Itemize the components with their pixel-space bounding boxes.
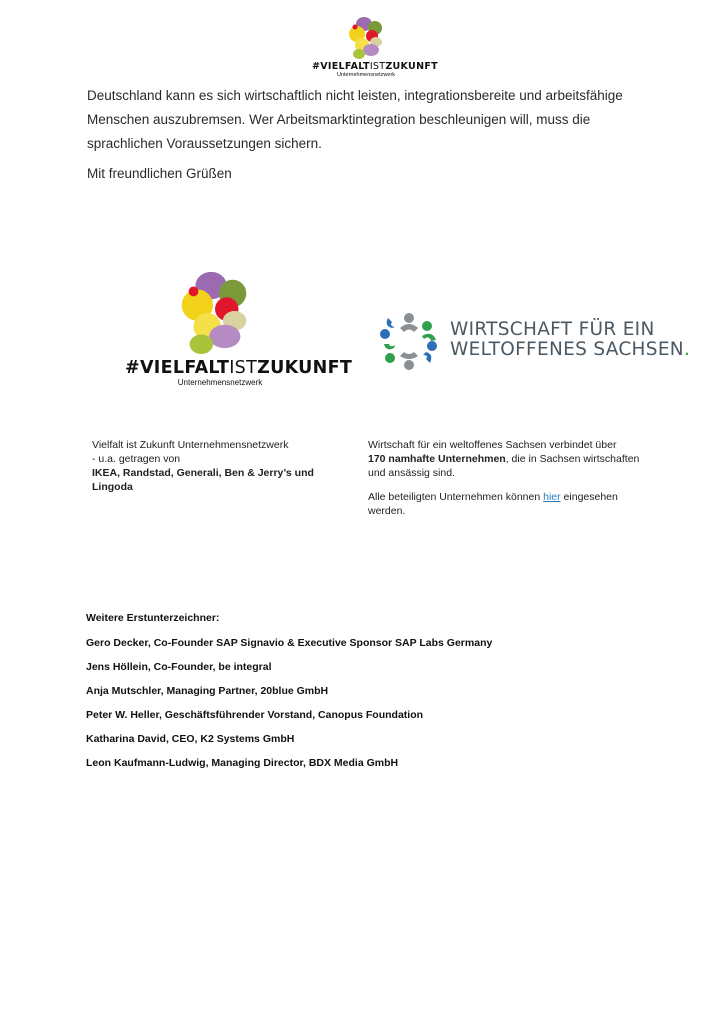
ws-desc-text: eingesehen werden.: [368, 491, 618, 517]
ws-logo-line2-text: WELTOFFENES SACHSEN: [450, 339, 684, 360]
germany-map-icon: [175, 266, 255, 356]
signer-row: Anja Mutschler, Managing Partner, 20blue GmbH: [86, 685, 329, 697]
signer-row: Gero Decker, Co-Founder SAP Signavio & Executive Sponsor SAP Labs Germany: [86, 637, 493, 649]
ws-logo-line1: WIRTSCHAFT FÜR EIN: [450, 319, 655, 340]
ws-desc-text: , die in Sachsen wirtschaften und ansässig sind.: [368, 453, 640, 479]
ws-description: [368, 438, 648, 528]
logo-subtitle: Unternehmensnetzwerk: [177, 378, 263, 387]
hashtag-part: IST: [369, 61, 386, 72]
logo-subtitle: Unternehmensnetzwerk: [336, 72, 396, 78]
vielfalt-members: IKEA, Randstad, Generali, Ben & Jerry’s und Lingoda: [92, 467, 314, 493]
hashtag-part: ZUKUNFT: [257, 358, 353, 378]
hashtag-part: IST: [229, 358, 258, 378]
ws-desc-paragraph2: [368, 490, 648, 518]
signer-row: Peter W. Heller, Geschäftsführender Vorstand, Canopus Foundation: [86, 709, 424, 721]
signer-row: Katharina David, CEO, K2 Systems GmbH: [86, 733, 295, 745]
vielfalt-desc-line1: Vielfalt ist Zukunft Unternehmensnetzwerk: [92, 439, 289, 451]
ws-desc-text: Wirtschaft für ein weltoffenes Sachsen verbindet über: [368, 439, 617, 451]
vielfalt-logo-large: [120, 266, 353, 387]
ws-desc-text: Alle beteiligten Unternehmen können: [368, 491, 544, 503]
hashtag-part: #VIELFALT: [125, 358, 230, 378]
signers-section: [86, 612, 686, 781]
ws-logo-line2: [450, 340, 690, 360]
signers-heading: Weitere Erstunterzeichner:: [86, 612, 220, 624]
ws-desc-bold: 170 namhafte Unternehmen: [368, 453, 506, 465]
vielfalt-description: [92, 438, 322, 494]
germany-map-icon: [346, 14, 386, 60]
signer-row: Jens Höllein, Co-Founder, be integral: [86, 661, 272, 673]
hashtag-part: #VIELFALT: [312, 61, 370, 72]
ws-logo-dot: .: [683, 339, 691, 360]
ws-logo-text: [450, 320, 690, 360]
vielfalt-desc-line2: - u.a. getragen von: [92, 453, 181, 465]
vielfalt-logo-small: [312, 14, 438, 78]
greeting: Mit freundlichen Grüßen: [87, 166, 232, 181]
body-paragraph: Deutschland kann es sich wirtschaftlich nicht leisten, integrationsbereite und arbeitsfähige Menschen auszubremsen. Wer Arbeitsmarktintegration beschleunigen will, muss die sprachlichen Voraussetzungen sichern.: [87, 88, 623, 151]
hashtag-part: ZUKUNFT: [385, 61, 438, 72]
hashtag-title: [120, 358, 353, 378]
people-circle-icon: [376, 308, 442, 379]
hier-link[interactable]: hier: [543, 491, 561, 503]
hashtag-title: [312, 61, 438, 72]
ws-desc-paragraph1: [368, 438, 648, 480]
signer-row: Leon Kaufmann-Ludwig, Managing Director, BDX Media GmbH: [86, 757, 399, 769]
